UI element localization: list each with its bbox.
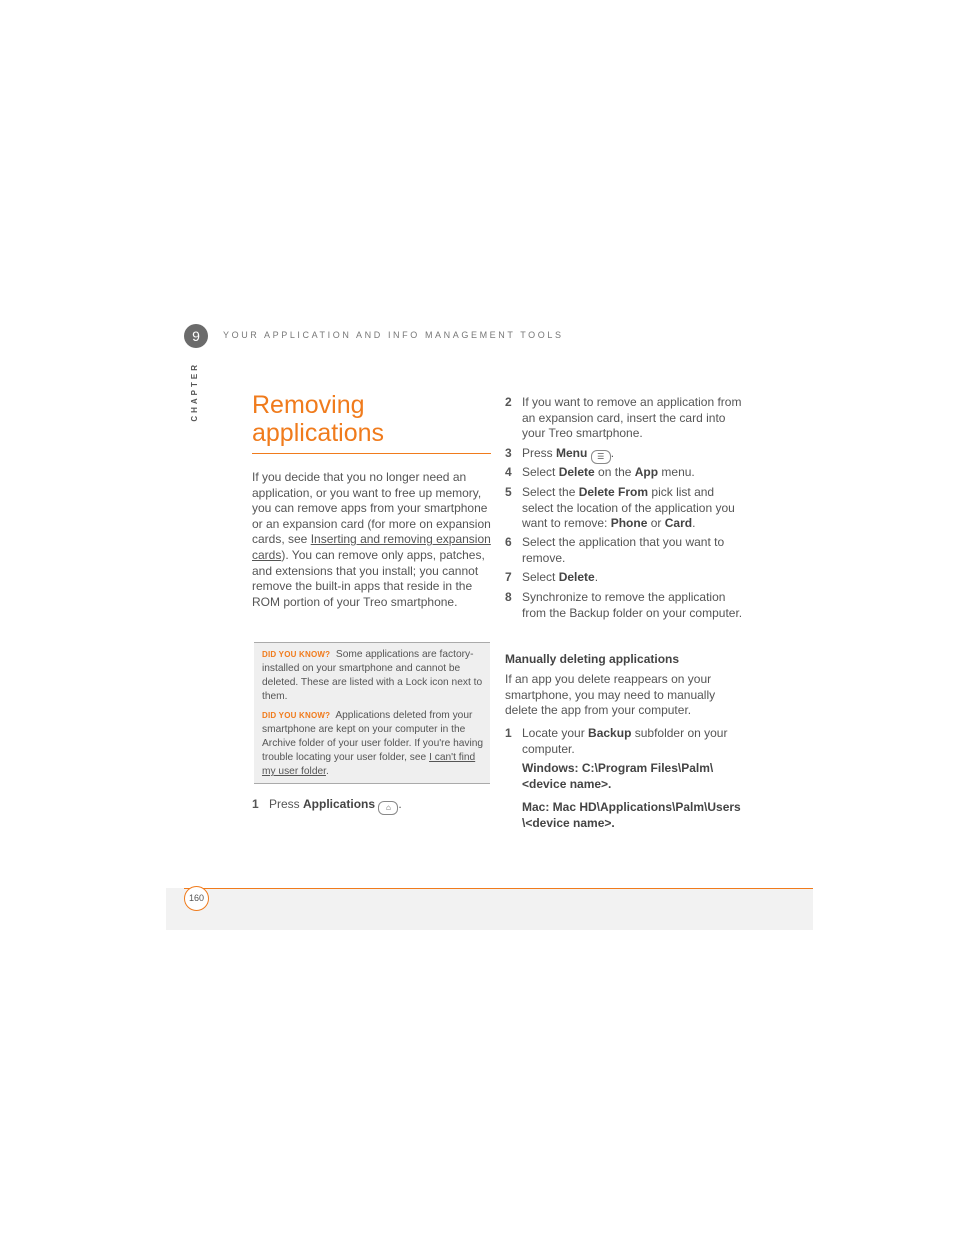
manual-delete-intro: If an app you delete reappears on your smartphone, you may need to manually delete the app from your computer.	[505, 672, 716, 718]
step-text: Select the Delete From pick list and select the location of the application you want to remove: Phone or Card.	[522, 485, 735, 531]
section-title-line1: Removing	[252, 391, 365, 419]
intro-text-end: ). You can remove only apps, patches, and extensions that you install; you cannot remove the built-in apps that reside in the ROM portion of your Treo smartphone.	[252, 547, 485, 609]
step-text: Press Menu ☰ .	[522, 446, 744, 464]
intro-paragraph	[252, 470, 492, 610]
title-divider	[252, 453, 491, 454]
step-text: If you want to remove an application from an expansion card, insert the card into your Treo smartphone.	[522, 395, 742, 441]
step-number: 8	[505, 590, 512, 604]
running-head: YOUR APPLICATION AND INFO MANAGEMENT TOOLS	[223, 330, 564, 340]
step-text: Select Delete on the App menu.	[522, 465, 695, 479]
page-number: 160	[184, 886, 209, 911]
step-number: 6	[505, 535, 512, 549]
footer-band	[166, 888, 813, 930]
step-text: Press Applications ⌂ .	[269, 797, 402, 815]
tip-1-label: DID YOU KNOW?	[262, 650, 331, 659]
step-number: 7	[505, 570, 512, 584]
footer-divider	[184, 888, 813, 889]
step-number: 1	[252, 797, 259, 811]
chapter-number-badge: 9	[184, 324, 208, 348]
step-text: Synchronize to remove the application from the Backup folder on your computer.	[522, 590, 743, 620]
step-number: 2	[505, 395, 512, 409]
section-title	[252, 391, 492, 447]
windows-path: Windows: C:\Program Files\Palm\<device name>.	[522, 761, 714, 791]
step-number: 4	[505, 465, 512, 479]
step-text: Select the application that you want to remove.	[522, 535, 725, 565]
tip-2	[262, 709, 484, 779]
tip-1-text: Some applications are factory-installed on your smartphone and cannot be deleted. These are listed with a Lock icon next to them.	[262, 649, 483, 702]
section-title-line2: applications	[252, 419, 385, 447]
tip-1	[262, 648, 484, 704]
step-number: 3	[505, 446, 512, 460]
chapter-vertical-label: CHAPTER	[190, 362, 199, 422]
menu-key-icon: ☰	[591, 450, 611, 464]
mac-path: Mac: Mac HD\Applications\Palm\Users\<device name>.	[522, 800, 741, 830]
step-text: Locate your Backup subfolder on your computer.	[522, 726, 728, 756]
manual-delete-heading: Manually deleting applications	[505, 652, 680, 666]
did-you-know-box	[254, 642, 490, 784]
tip-2-label: DID YOU KNOW?	[262, 711, 331, 720]
step-text: Select Delete.	[522, 570, 599, 584]
tip-2-text-end: .	[325, 766, 329, 777]
tip-2-text-start: Applications deleted from your smartphone are kept on your computer in the Archive folder of your user folder. If you're having trouble locating your user folder, see	[262, 710, 484, 763]
step-number: 5	[505, 485, 512, 499]
home-key-icon: ⌂	[378, 801, 398, 815]
user-folder-link[interactable]: I can't find my user folder	[262, 752, 476, 777]
intro-text-start: If you decide that you no longer need an application, or you want to free up memory, you can remove apps from your smartphone or an expansion card (for more on expansion cards, see	[252, 470, 491, 547]
step-number: 1	[505, 726, 512, 740]
expansion-cards-link[interactable]: Inserting and removing expansion cards	[252, 532, 491, 562]
